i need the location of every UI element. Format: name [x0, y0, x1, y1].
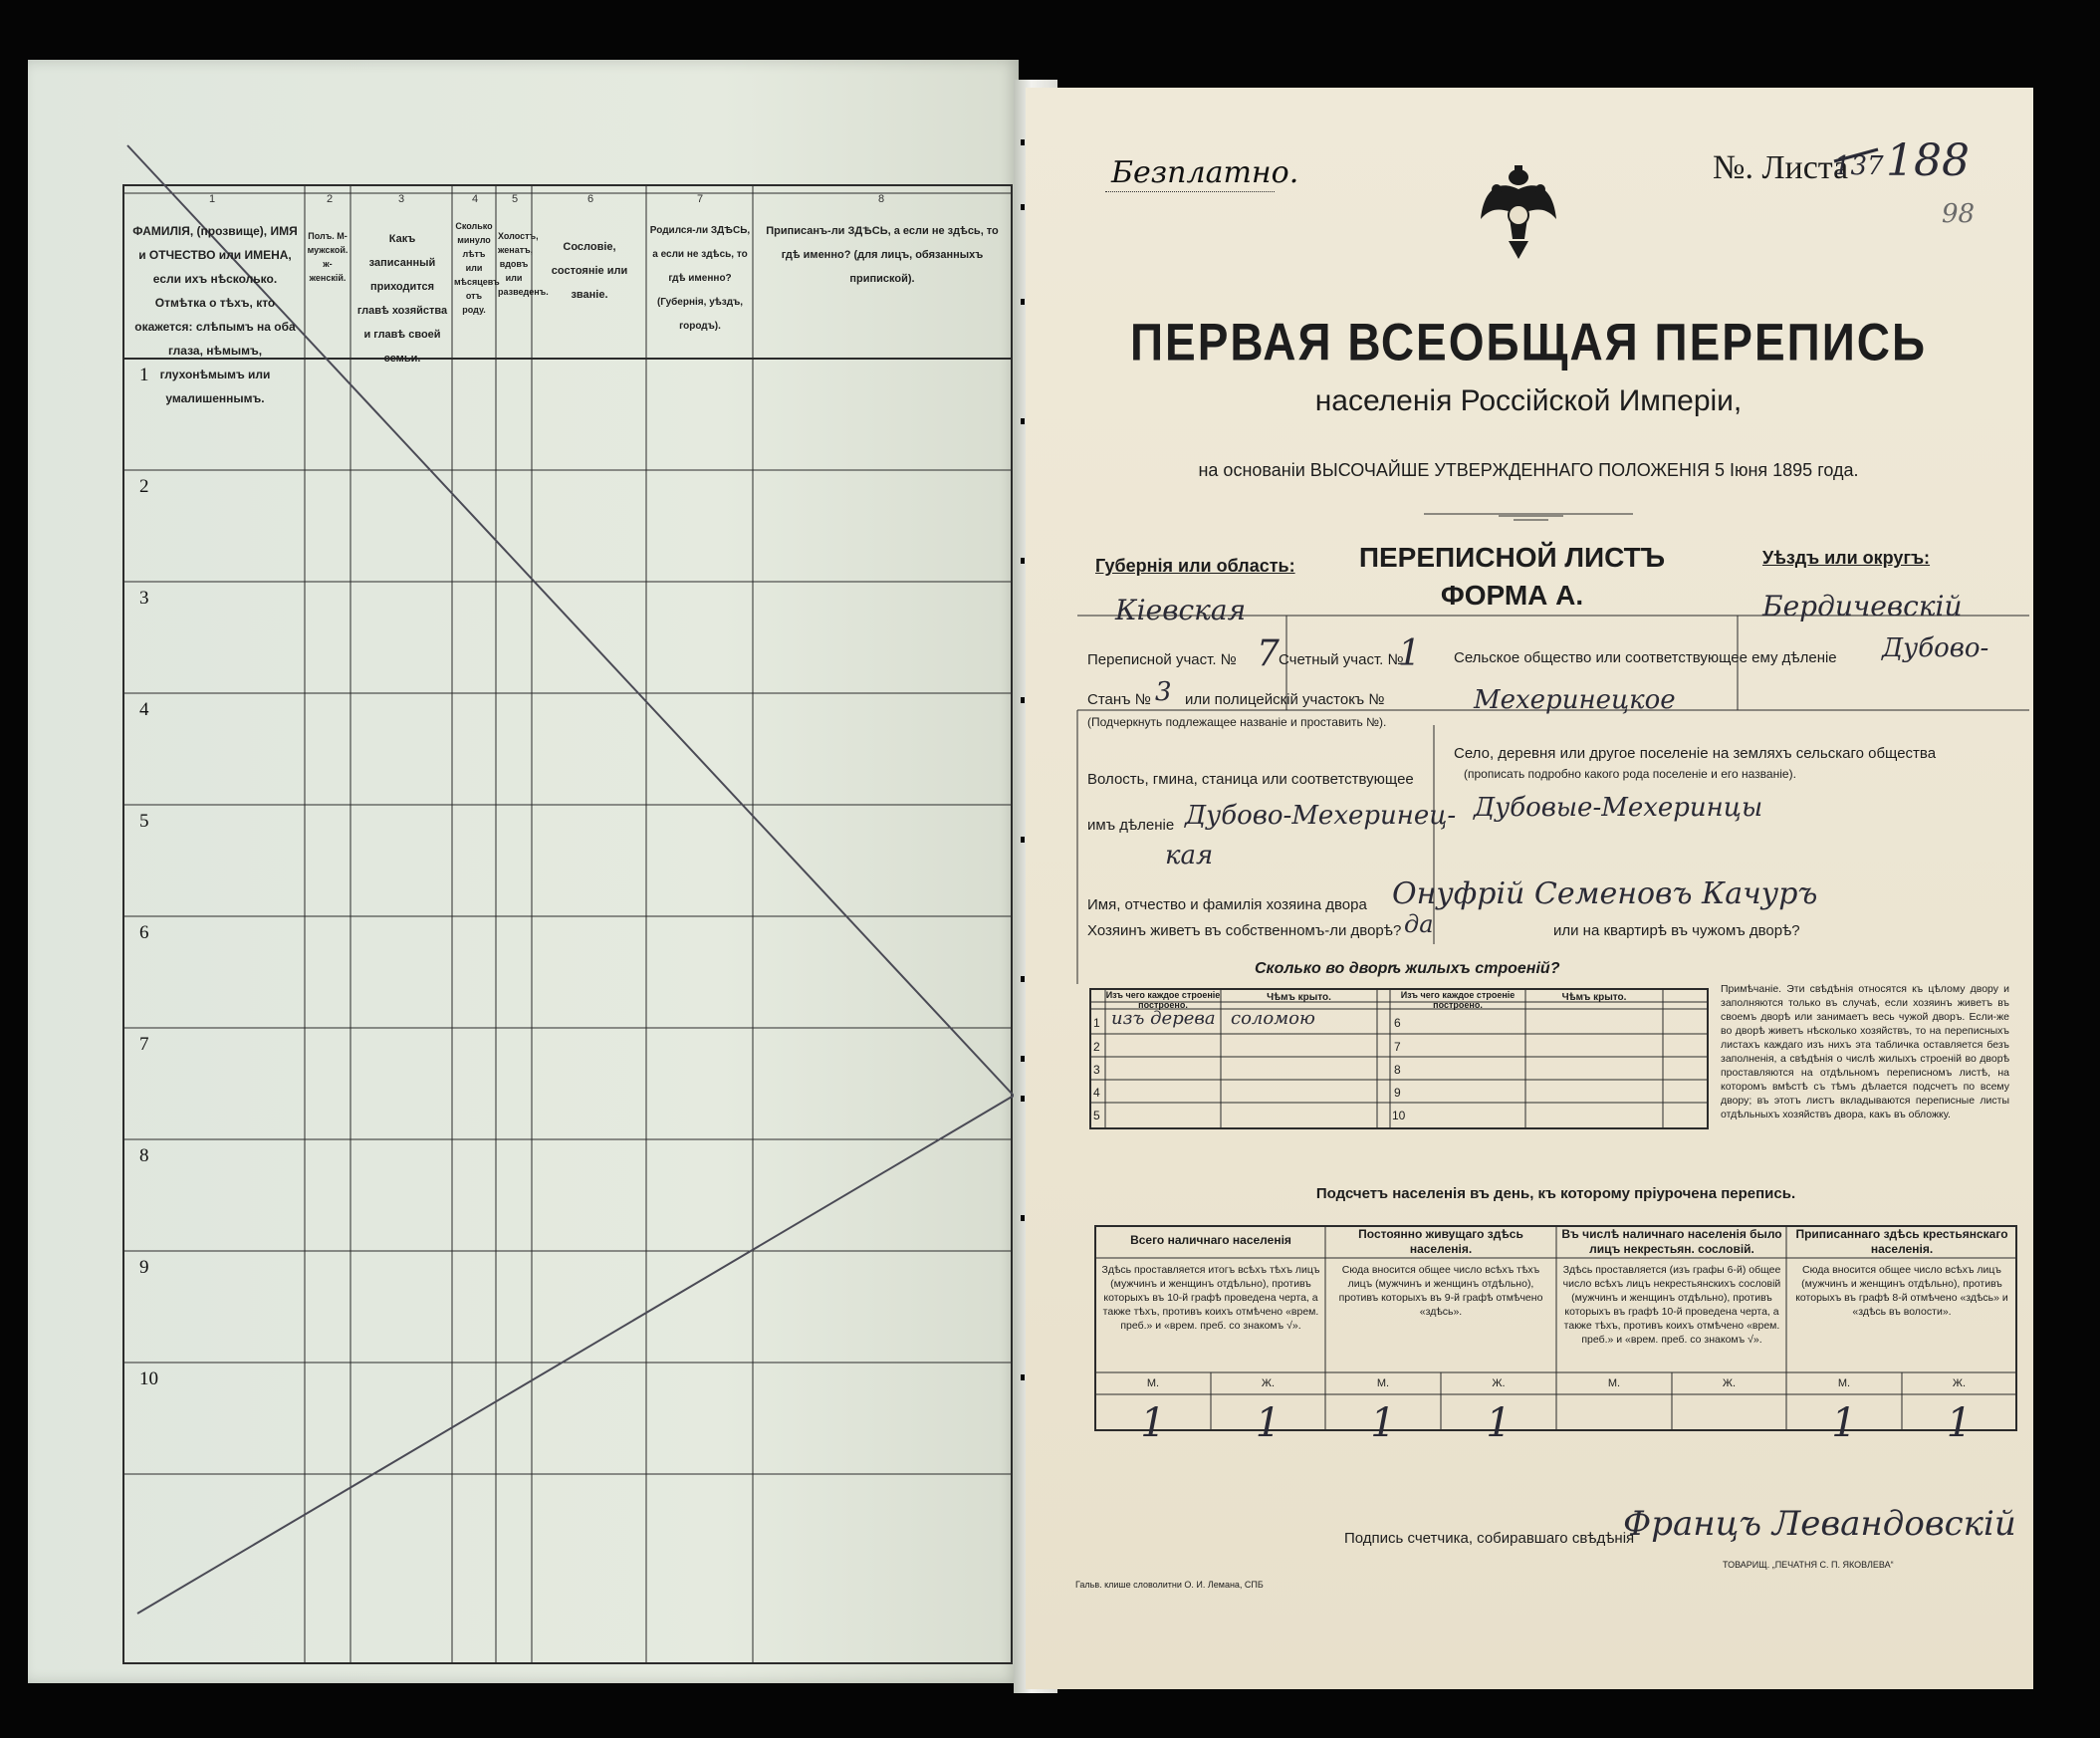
signature-value: Францъ Левандовскій [1623, 1504, 2016, 1544]
stan-note: (Подчеркнуть подлежащее названіе и проставить №). [1087, 715, 1387, 729]
col-number-8: 8 [878, 193, 885, 205]
count-value-7: 1 [1831, 1400, 1857, 1446]
col-number-3: 3 [398, 193, 405, 205]
binding-hole [1021, 139, 1025, 145]
village-note: (прописать подробно какого рода поселеніе и его названіе). [1464, 767, 1796, 781]
count-desc-permanent: Сюда вносится общее число всѣхъ тѣхъ лицъ (мужчинъ и женщинъ отдѣльно), противъ которыхъ въ 9-й графѣ отмѣчено «здѣсь». [1338, 1264, 1543, 1318]
building-row-9-num: 9 [1394, 1086, 1401, 1100]
col-number-4: 4 [472, 193, 479, 205]
col-number-2: 2 [327, 193, 334, 205]
col-header-registered: Приписанъ-ли ЗДѢСЬ, а если не здѣсь, то гдѣ именно? (для лицъ, обязанныхъ припиской). [766, 225, 999, 285]
count-sex-3: М. [1376, 1377, 1390, 1389]
page-title: ПЕРВАЯ ВСЕОБЩАЯ ПЕРЕПИСЬ [1129, 312, 1928, 372]
owner-label: Имя, отчество и фамилія хозяина двора [1087, 896, 1367, 913]
col-number-5: 5 [512, 193, 519, 205]
free-label-underline [1105, 191, 1275, 192]
binding-hole [1021, 418, 1025, 424]
buildings-note: Примѣчаніе. Эти свѣдѣнія относятся къ цѣлому двору и заполняются только въ случаѣ, если хозяинъ живетъ въ своемъ дворѣ или занимаетъ весь чужой дворъ. Если-же во дворѣ живетъ нѣсколько хозяйствъ, то на переписныхъ листахъ каждаго изъ нихъ эта табличка оставляется безъ заполненія, а свѣдѣнія о числѣ жилыхъ строеній во дворѣ проставляются на отдѣльномъ переписномъ листѣ, на которомъ вмѣстѣ съ тѣмъ дѣлается подсчетъ по всему двору; въ этотъ листъ вкладываются переписные листы отдѣльныхъ хозяйствъ двора, какъ въ обложку. [1721, 983, 2009, 1120]
binding-hole [1021, 837, 1025, 843]
uezd-label: Уѣздъ или округъ: [1762, 548, 1931, 568]
police-label: или полицейскій участокъ № [1185, 691, 1385, 708]
village-value: Дубовые-Мехеринцы [1474, 793, 1763, 823]
col-header-marital: Холостъ, женатъ, вдовъ или разведенъ. [498, 231, 549, 297]
building-row-1-num: 1 [1093, 1016, 1100, 1030]
row-number-8: 8 [139, 1145, 149, 1166]
own-house-label: Хозяинъ живетъ въ собственномъ-ли дворѣ? [1087, 922, 1402, 939]
building-row-7-num: 7 [1394, 1040, 1401, 1054]
row-number-6: 6 [139, 922, 149, 943]
row-number-10: 10 [139, 1368, 158, 1389]
basis-line: на основаніи ВЫСОЧАЙШЕ УТВЕРЖДЕННАГО ПОЛОЖЕНІЯ 5 Іюня 1895 года. [1198, 460, 1859, 480]
count-header-present: Всего наличнаго населенія [1130, 1233, 1291, 1247]
count-header-registered: Приписаннаго здѣсь крестьянскаго населенія. [1795, 1227, 2008, 1256]
row-number-4: 4 [139, 699, 149, 720]
count-desc-non-peasant: Здѣсь проставляется (изъ графы 6-й) общее число всѣхъ лицъ некрестьянскихъ сословій (мужчинъ и женщинъ отдѣльно), противъ которыхъ въ графѣ 10-й проведена черта, а также тѣхъ, противъ коихъ отмѣчено «врем. преб.» и «врем. преб. со знакомъ √». [1562, 1264, 1781, 1346]
col-number-1: 1 [209, 193, 216, 205]
volost-value-1: Дубово-Мехеринец- [1185, 801, 1457, 831]
buildings-col-roof-2: Чѣмъ крыто. [1561, 992, 1627, 1003]
sheet-label: №. Листа [1713, 149, 1849, 186]
col-header-age: Сколько минуло лѣтъ или мѣсяцевъ отъ роду. [454, 221, 500, 315]
count-value-8: 1 [1946, 1400, 1973, 1446]
count-sex-1: М. [1146, 1377, 1160, 1389]
building-row-10-num: 10 [1392, 1109, 1406, 1122]
village-label: Село, деревня или другое поселеніе на земляхъ сельскаго общества [1454, 745, 1937, 762]
binding-hole [1021, 1215, 1025, 1221]
stan-label: Станъ № [1087, 691, 1151, 708]
uezd-value: Бердичевскій [1762, 590, 1963, 622]
row-number-5: 5 [139, 811, 149, 832]
census-district-label: Переписной участ. № [1087, 651, 1237, 668]
form-title-1: ПЕРЕПИСНОЙ ЛИСТЪ [1358, 542, 1666, 573]
building-row-3-num: 3 [1093, 1063, 1100, 1077]
building-row-4-num: 4 [1093, 1086, 1100, 1100]
left-page [28, 60, 1019, 1683]
count-sex-4: Ж. [1492, 1377, 1506, 1389]
volost-label-2: имъ дѣленіе [1087, 817, 1175, 834]
building-row-5-num: 5 [1093, 1109, 1100, 1122]
count-sex-7: М. [1837, 1377, 1851, 1389]
col-header-sex: Полъ. М-мужской. ж-женскій. [307, 231, 349, 283]
stan-value: 3 [1155, 677, 1172, 707]
volost-value-2: кая [1165, 841, 1214, 870]
society-value-2: Мехеринецкое [1474, 685, 1676, 715]
count-value-4: 1 [1486, 1400, 1512, 1446]
building-row-1-roof: соломою [1231, 1008, 1315, 1029]
building-row-1-material: изъ дерева [1111, 1008, 1216, 1029]
count-value-2: 1 [1255, 1400, 1282, 1446]
guberniya-value: Кіевская [1115, 594, 1247, 626]
row-number-9: 9 [139, 1257, 149, 1278]
guberniya-label: Губернія или область: [1095, 556, 1295, 576]
counting-district-label: Счетный участ. № [1279, 651, 1404, 668]
col-header-relation: Какъ записанный приходится главѣ хозяйства и главѣ своей семьи. [356, 233, 448, 365]
col-number-6: 6 [587, 193, 594, 205]
count-value-3: 1 [1370, 1400, 1396, 1446]
society-label: Сельское общество или соответствующее ему дѣленіе [1454, 649, 1837, 666]
binding-hole [1021, 204, 1025, 210]
row-number-3: 3 [139, 588, 149, 609]
owner-value: Онуфрій Семеновъ Качуръ [1392, 876, 1818, 911]
count-sex-2: Ж. [1261, 1377, 1276, 1389]
building-row-8-num: 8 [1394, 1063, 1401, 1077]
binding-hole [1021, 976, 1025, 982]
society-value-1: Дубово- [1882, 633, 1989, 663]
sheet-number-pencil: 98 [1942, 199, 1976, 229]
right-page [1026, 88, 2033, 1689]
binding-hole [1021, 1056, 1025, 1062]
count-header-non-peasant: Въ числѣ наличнаго населенія было лицъ некрестьян. сословій. [1561, 1227, 1782, 1256]
col-header-birthplace: Родился-ли ЗДѢСЬ, а если не здѣсь, то гдѣ именно? (Губернія, уѣздъ, городъ). [649, 225, 751, 332]
count-sex-6: Ж. [1722, 1377, 1737, 1389]
row-number-2: 2 [139, 476, 149, 497]
row-number-1: 1 [139, 365, 149, 385]
counting-district-value: 1 [1398, 633, 1421, 674]
count-sex-8: Ж. [1952, 1377, 1967, 1389]
col-number-7: 7 [697, 193, 704, 205]
count-desc-present: Здѣсь проставляется итогъ всѣхъ тѣхъ лицъ (мужчинъ и женщинъ отдѣльно), противъ которыхъ въ 10-й графѣ проведена черта, а также тѣхъ, противъ коихъ отмѣчено «врем. преб.» и «врем. преб. со знакомъ √». [1101, 1264, 1320, 1332]
binding-hole [1021, 697, 1025, 703]
buildings-col-roof: Чѣмъ крыто. [1267, 992, 1331, 1003]
rented-label: или на квартирѣ въ чужомъ дворѣ? [1553, 922, 1800, 939]
printer-left: Гальв. клише словолитни О. И. Лемана, СПБ [1075, 1580, 1264, 1590]
building-row-2-num: 2 [1093, 1040, 1100, 1054]
own-house-value: да [1404, 910, 1434, 938]
count-title: Подсчетъ населенія въ день, къ которому пріурочена перепись. [1315, 1185, 1796, 1202]
volost-label-1: Волость, гмина, станица или соответствующее [1087, 771, 1414, 788]
binding-hole [1021, 1096, 1025, 1102]
col-header-estate: Сословіе, состояніе или званіе. [551, 241, 628, 301]
count-value-1: 1 [1140, 1400, 1166, 1446]
count-desc-registered: Сюда вносится общее число всѣхъ лицъ (мужчинъ и женщинъ отдѣльно), противъ которыхъ въ графѣ 8-й отмѣчено «здѣсь» и «здѣсь въ волости». [1795, 1264, 2008, 1318]
count-sex-5: М. [1607, 1377, 1621, 1389]
eagle-emblem-icon [1481, 165, 1556, 259]
count-header-permanent: Постоянно живущаго здѣсь населенія. [1358, 1227, 1523, 1256]
sheet-number: 188 [1886, 135, 1970, 186]
free-label: Безплатно. [1111, 155, 1299, 190]
binding-hole [1021, 1374, 1025, 1380]
row-number-7: 7 [139, 1034, 149, 1055]
buildings-col-material-2: Изъ чего каждое строеніе построено. [1400, 990, 1516, 1010]
form-title-2: ФОРМА А. [1440, 580, 1584, 611]
buildings-col-material: Изъ чего каждое строеніе построено. [1105, 990, 1221, 1010]
binding-hole [1021, 299, 1025, 305]
building-row-6-num: 6 [1394, 1016, 1401, 1030]
binding-hole [1021, 558, 1025, 564]
sheet-number-struck: 137 [1834, 151, 1884, 181]
col-header-name: ФАМИЛІЯ, (прозвище), ИМЯ и ОТЧЕСТВО или ИМЕНА, если ихъ нѣсколько. Отмѣтка о тѣхъ, кто окажется: слѣпымъ на оба глаза, нѣмымъ, глухонѣмымъ или умалишеннымъ. [132, 224, 298, 405]
printer-right: ТОВАРИЩ. „ПЕЧАТНЯ С. П. ЯКОВЛЕВА“ [1723, 1560, 1894, 1570]
signature-label: Подпись счетчика, собиравшаго свѣдѣнія [1344, 1530, 1635, 1547]
page-subtitle: населенія Россійской Имперіи, [1314, 384, 1743, 417]
buildings-question: Сколько во дворѣ жилыхъ строеній? [1255, 960, 1560, 977]
census-district-value: 7 [1257, 633, 1280, 674]
